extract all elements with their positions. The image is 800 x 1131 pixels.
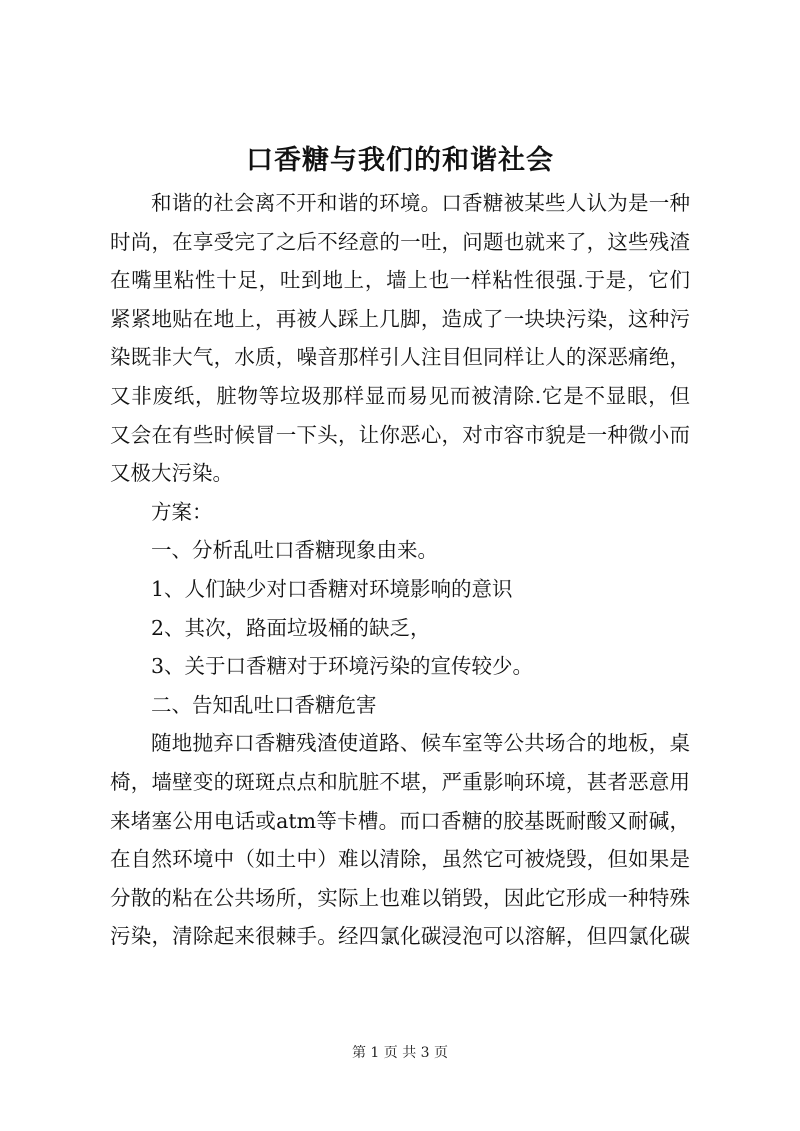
paragraph-line: 又极大污染。: [110, 461, 233, 486]
section-label: 方案：: [151, 499, 213, 524]
list-item: 3、关于口香糖对于环境污染的宣传较少。: [151, 654, 534, 679]
document-body: [110, 184, 690, 956]
section-heading: 二、告知乱吐口香糖危害: [151, 692, 377, 717]
document-title: 口香糖与我们的和谐社会: [246, 145, 554, 176]
paragraph-line: 和谐的社会离不开和谐的环境。口香糖被某些人认为是一种: [151, 191, 690, 215]
paragraph-line: 在自然环境中（如土中）难以清除，虽然它可被烧毁，但如果是: [110, 847, 690, 872]
page-footer: 第 1 页 共 3 页: [351, 1045, 449, 1061]
paragraph-line: 来堵塞公用电话或atm等卡槽。而口香糖的胶基既耐酸又耐碱，: [110, 808, 690, 833]
section-heading: 一、分析乱吐口香糖现象由来。: [151, 538, 438, 563]
list-item: 1、人们缺少对口香糖对环境影响的意识: [151, 576, 513, 601]
paragraph-line: 在嘴里粘性十足，吐到地上，墙上也一样粘性很强.于是，它们: [110, 268, 690, 293]
paragraph-line: 时尚，在享受完了之后不经意的一吐，问题也就来了，这些残渣: [110, 229, 690, 254]
paragraph-line: 又会在有些时候冒一下头，让你恶心，对市容市貌是一种微小而: [110, 422, 690, 447]
paragraph-line: 紧紧地贴在地上，再被人踩上几脚，造成了一块块污染，这种污: [110, 306, 690, 331]
paragraph-line: 又非废纸，脏物等垃圾那样显而易见而被清除.它是不显眼，但: [110, 383, 690, 408]
list-item: 2、其次，路面垃圾桶的缺乏，: [151, 615, 431, 640]
paragraph-line: 随地抛弃口香糖残渣使道路、候车室等公共场合的地板，桌: [151, 731, 690, 756]
paragraph-line: 分散的粘在公共场所，实际上也难以销毁，因此它形成一种特殊: [110, 885, 690, 910]
paragraph-line: 染既非大气，水质，噪音那样引人注目但同样让人的深恶痛绝，: [110, 345, 690, 370]
paragraph-line: 椅，墙壁变的斑斑点点和肮脏不堪，严重影响环境，甚者恶意用: [110, 769, 690, 794]
paragraph-line: 污染，清除起来很棘手。经四氯化碳浸泡可以溶解，但四氯化碳: [110, 924, 690, 949]
